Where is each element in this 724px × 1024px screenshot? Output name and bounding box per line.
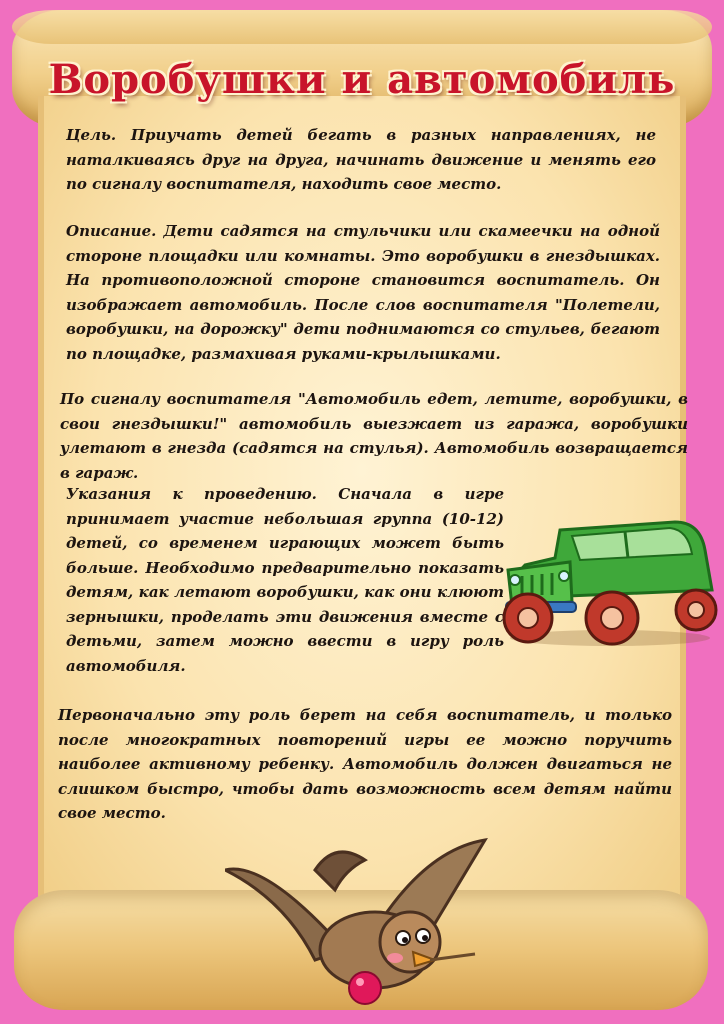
goal-paragraph: Цель. Приучать детей бегать в разных направлениях, не наталкиваясь друг на друга, начинать движение и менять его по сигналу воспитателя, находить свое место.: [66, 126, 656, 193]
sparrow-icon: [225, 830, 515, 1010]
instructions-paragraph: Указания к проведению. Сначала в игре принимает участие небольшая группа (10-12) детей, со временем играющих может быть больше. Необходимо предварительно показать детям, как летают воробушки, как они клюют зернышки, проделать эти движения вместе с детьми, затем можно ввести в игру роль автомобиля.: [66, 485, 504, 675]
signal-paragraph: По сигналу воспитателя "Автомобиль едет, летите, воробушки, в свои гнездышки!" автомобиль выезжает из гаража, воробушки улетают в гнезда (садятся на стулья). Автомобиль возвращается в гараж.: [60, 390, 688, 482]
green-jeep-icon: [500, 510, 720, 650]
scroll-top-highlight: [12, 10, 712, 44]
final-paragraph: Первоначально эту роль берет на себя воспитатель, и только после многократных повторений игры ее можно поручить наиболее активному ребенку. Автомобиль должен двигаться не слишком быстро, чтобы дать возможность всем детям найти свое место.: [58, 706, 672, 822]
description-paragraph: Описание. Дети садятся на стульчики или скамеечки на одной стороне площадки или комнаты. Это воробушки в гнездышках. На противоположной стороне становится воспитатель. Он изображает автомобиль. После слов воспитателя "Полетели, воробушки, на дорожку" дети поднимаются со стульев, бегают по площадке, размахивая руками-крылышками.: [66, 222, 660, 363]
page-title: Воробушки и автомобиль: [48, 56, 676, 103]
